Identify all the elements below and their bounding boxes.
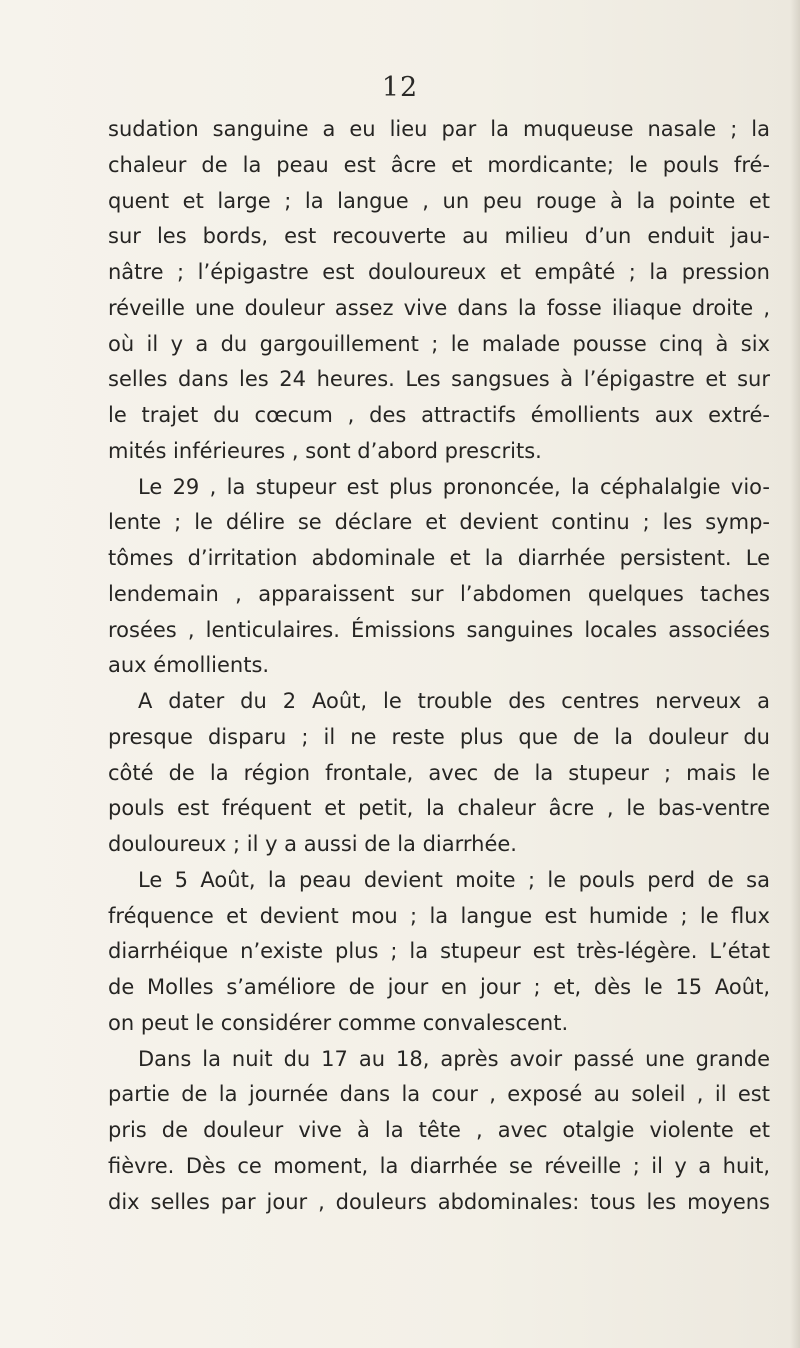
text-line: lente ; le délire se déclare et devient continu ; les symp- [108, 510, 770, 535]
text-line: tômes d’irritation abdominale et la diarrhée persistent. Le [108, 546, 770, 570]
text-line: chaleur de la peau est âcre et mordicante; le pouls fré- [108, 152, 770, 177]
text-line: sudation sanguine a eu lieu par la muqueuse nasale ; la [108, 117, 770, 141]
text-line: douloureux ; il y a aussi de la diarrhée. [108, 832, 517, 856]
text-line: Le 5 Août, la peau devient moite ; le pouls perd de sa [138, 867, 770, 892]
text-line: on peut le considérer comme convalescent. [108, 1010, 569, 1035]
text-line: où il y a du gargouillement ; le malade pousse cinq à six [108, 331, 770, 356]
text-line: de Molles s’améliore de jour en jour ; et, dès le 15 Août, [108, 975, 770, 999]
text-line: diarrhéique n’existe plus ; la stupeur est très-légère. L’état [108, 939, 770, 964]
text-line: selles dans les 24 heures. Les sangsues à l’épigastre et sur [108, 367, 770, 392]
text-line: côté de la région frontale, avec de la stupeur ; mais le [108, 760, 770, 785]
text-line: mités inférieures , sont d’abord prescrits. [108, 438, 542, 463]
text-line: fièvre. Dès ce moment, la diarrhée se réveille ; il y a huit, [108, 1153, 770, 1178]
body-text [108, 112, 770, 1220]
text-line: sur les bords, est recouverte au milieu d’un enduit jau- [108, 224, 770, 249]
text-line: Le 29 , la stupeur est plus prononcée, la céphalalgie vio- [138, 474, 770, 499]
text-line: partie de la journée dans la cour , exposé au soleil , il est [108, 1082, 770, 1107]
text-line: pouls est fréquent et petit, la chaleur âcre , le bas-ventre [108, 796, 770, 821]
text-line: le trajet du cœcum , des attractifs émollients aux extré- [108, 403, 770, 427]
page-edge-shadow [790, 0, 800, 1348]
text-line: quent et large ; la langue , un peu rouge à la pointe et [108, 188, 770, 213]
text-line: aux émollients. [108, 653, 270, 678]
text-line: A dater du 2 Août, le trouble des centres nerveux a [138, 689, 770, 713]
text-line: réveille une douleur assez vive dans la fosse iliaque droite , [108, 295, 770, 320]
text-line: presque disparu ; il ne reste plus que de la douleur du [108, 724, 770, 749]
page-number: 12 [381, 72, 419, 103]
text-line: Dans la nuit du 17 au 18, après avoir passé une grande [138, 1046, 770, 1071]
text-line: fréquence et devient mou ; la langue est humide ; le flux [108, 903, 770, 928]
text-line: dix selles par jour , douleurs abdominales: tous les moyens [108, 1189, 770, 1214]
text-line: rosées , lenticulaires. Émissions sanguines locales associées [108, 617, 770, 642]
text-line: lendemain , apparaissent sur l’abdomen quelques taches [108, 581, 770, 606]
text-line: nâtre ; l’épigastre est douloureux et empâté ; la pression [108, 260, 770, 284]
text-line: pris de douleur vive à la tête , avec otalgie violente et [108, 1118, 770, 1142]
